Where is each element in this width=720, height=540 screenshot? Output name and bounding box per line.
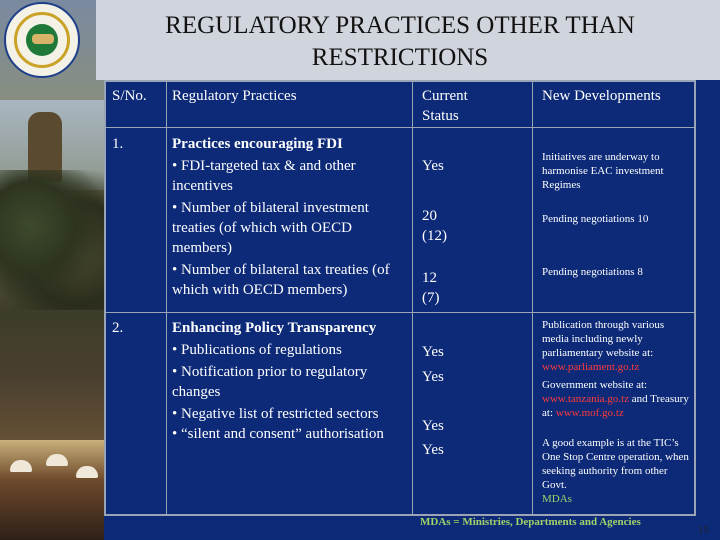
row1-practices: [172, 134, 408, 300]
col-divider: [412, 82, 413, 514]
row1-item: • Number of bilateral investment treaties (of which with OECD members): [172, 200, 369, 256]
row2-status-silent-consent: Yes: [422, 442, 444, 458]
row2-new-mdas: MDAs: [542, 493, 572, 505]
row-divider: [106, 312, 694, 313]
row2-new-publication: Publication through various media including newly parliamentary website at:: [542, 319, 665, 359]
row1-item: • FDI-targeted tax & and other incentives: [172, 158, 356, 194]
page-number: 15: [698, 524, 709, 536]
title-line-2: RESTRICTIONS: [311, 44, 489, 71]
mine-photo: [0, 170, 104, 310]
row2-sno: 2.: [112, 320, 124, 336]
title-line-1: REGULATORY PRACTICES OTHER THAN: [165, 12, 635, 39]
row2-new-treasury: and Treasury at:: [542, 393, 689, 419]
row2-new-tic-example: A good example is at the TIC’s One Stop Centre operation, when seeking authority from other Govt.: [542, 437, 689, 491]
footer-note: MDAs = Ministries, Departments and Agencies: [420, 516, 641, 528]
parliament-link[interactable]: www.parliament.go.tz: [542, 361, 640, 373]
row1-new-tax: Pending negotiations 8: [542, 266, 643, 278]
col-divider: [532, 82, 533, 514]
row2-new-government: Government website at:: [542, 379, 648, 391]
tic-logo: [4, 2, 80, 78]
row2-item: • Notification prior to regulatory changes: [172, 364, 368, 400]
header-new-developments: New Developments: [542, 88, 661, 104]
row2-new-developments: [542, 318, 692, 506]
row1-status-incentives: Yes: [422, 158, 444, 174]
workers-photo: [0, 440, 104, 540]
row2-status-notification: Yes: [422, 369, 444, 385]
row1-new-bits: Pending negotiations 10: [542, 213, 649, 225]
row1-status-bits: 20 (12): [422, 208, 447, 244]
header-sno: S/No.: [112, 88, 147, 104]
col-divider: [166, 82, 167, 514]
slide-title: [100, 6, 700, 76]
row2-practices: [172, 318, 412, 444]
header-practices: Regulatory Practices: [172, 88, 297, 104]
row1-heading: Practices encouraging FDI: [172, 136, 343, 152]
row2-status-publications: Yes: [422, 344, 444, 360]
row1-sno: 1.: [112, 136, 124, 152]
row2-item: • “silent and consent” authorisation: [172, 426, 384, 442]
photo-collage: [0, 0, 104, 540]
row1-status-tax-treaties: 12 (7): [422, 270, 440, 306]
row1-item: • Number of bilateral tax treaties (of which with OECD members): [172, 262, 390, 298]
row2-item: • Publications of regulations: [172, 342, 342, 358]
treasury-link[interactable]: www.mof.go.tz: [555, 407, 624, 419]
header-status: Current Status: [422, 88, 468, 124]
regulatory-table: [104, 80, 696, 516]
row2-item: • Negative list of restricted sectors: [172, 406, 379, 422]
row2-status-negative-list: Yes: [422, 418, 444, 434]
row-divider: [106, 127, 694, 128]
tanzania-gov-link[interactable]: www.tanzania.go.tz: [542, 393, 629, 405]
row1-new-eac: Initiatives are underway to harmonise EAC investment Regimes: [542, 151, 664, 191]
row2-heading: Enhancing Policy Transparency: [172, 320, 377, 336]
